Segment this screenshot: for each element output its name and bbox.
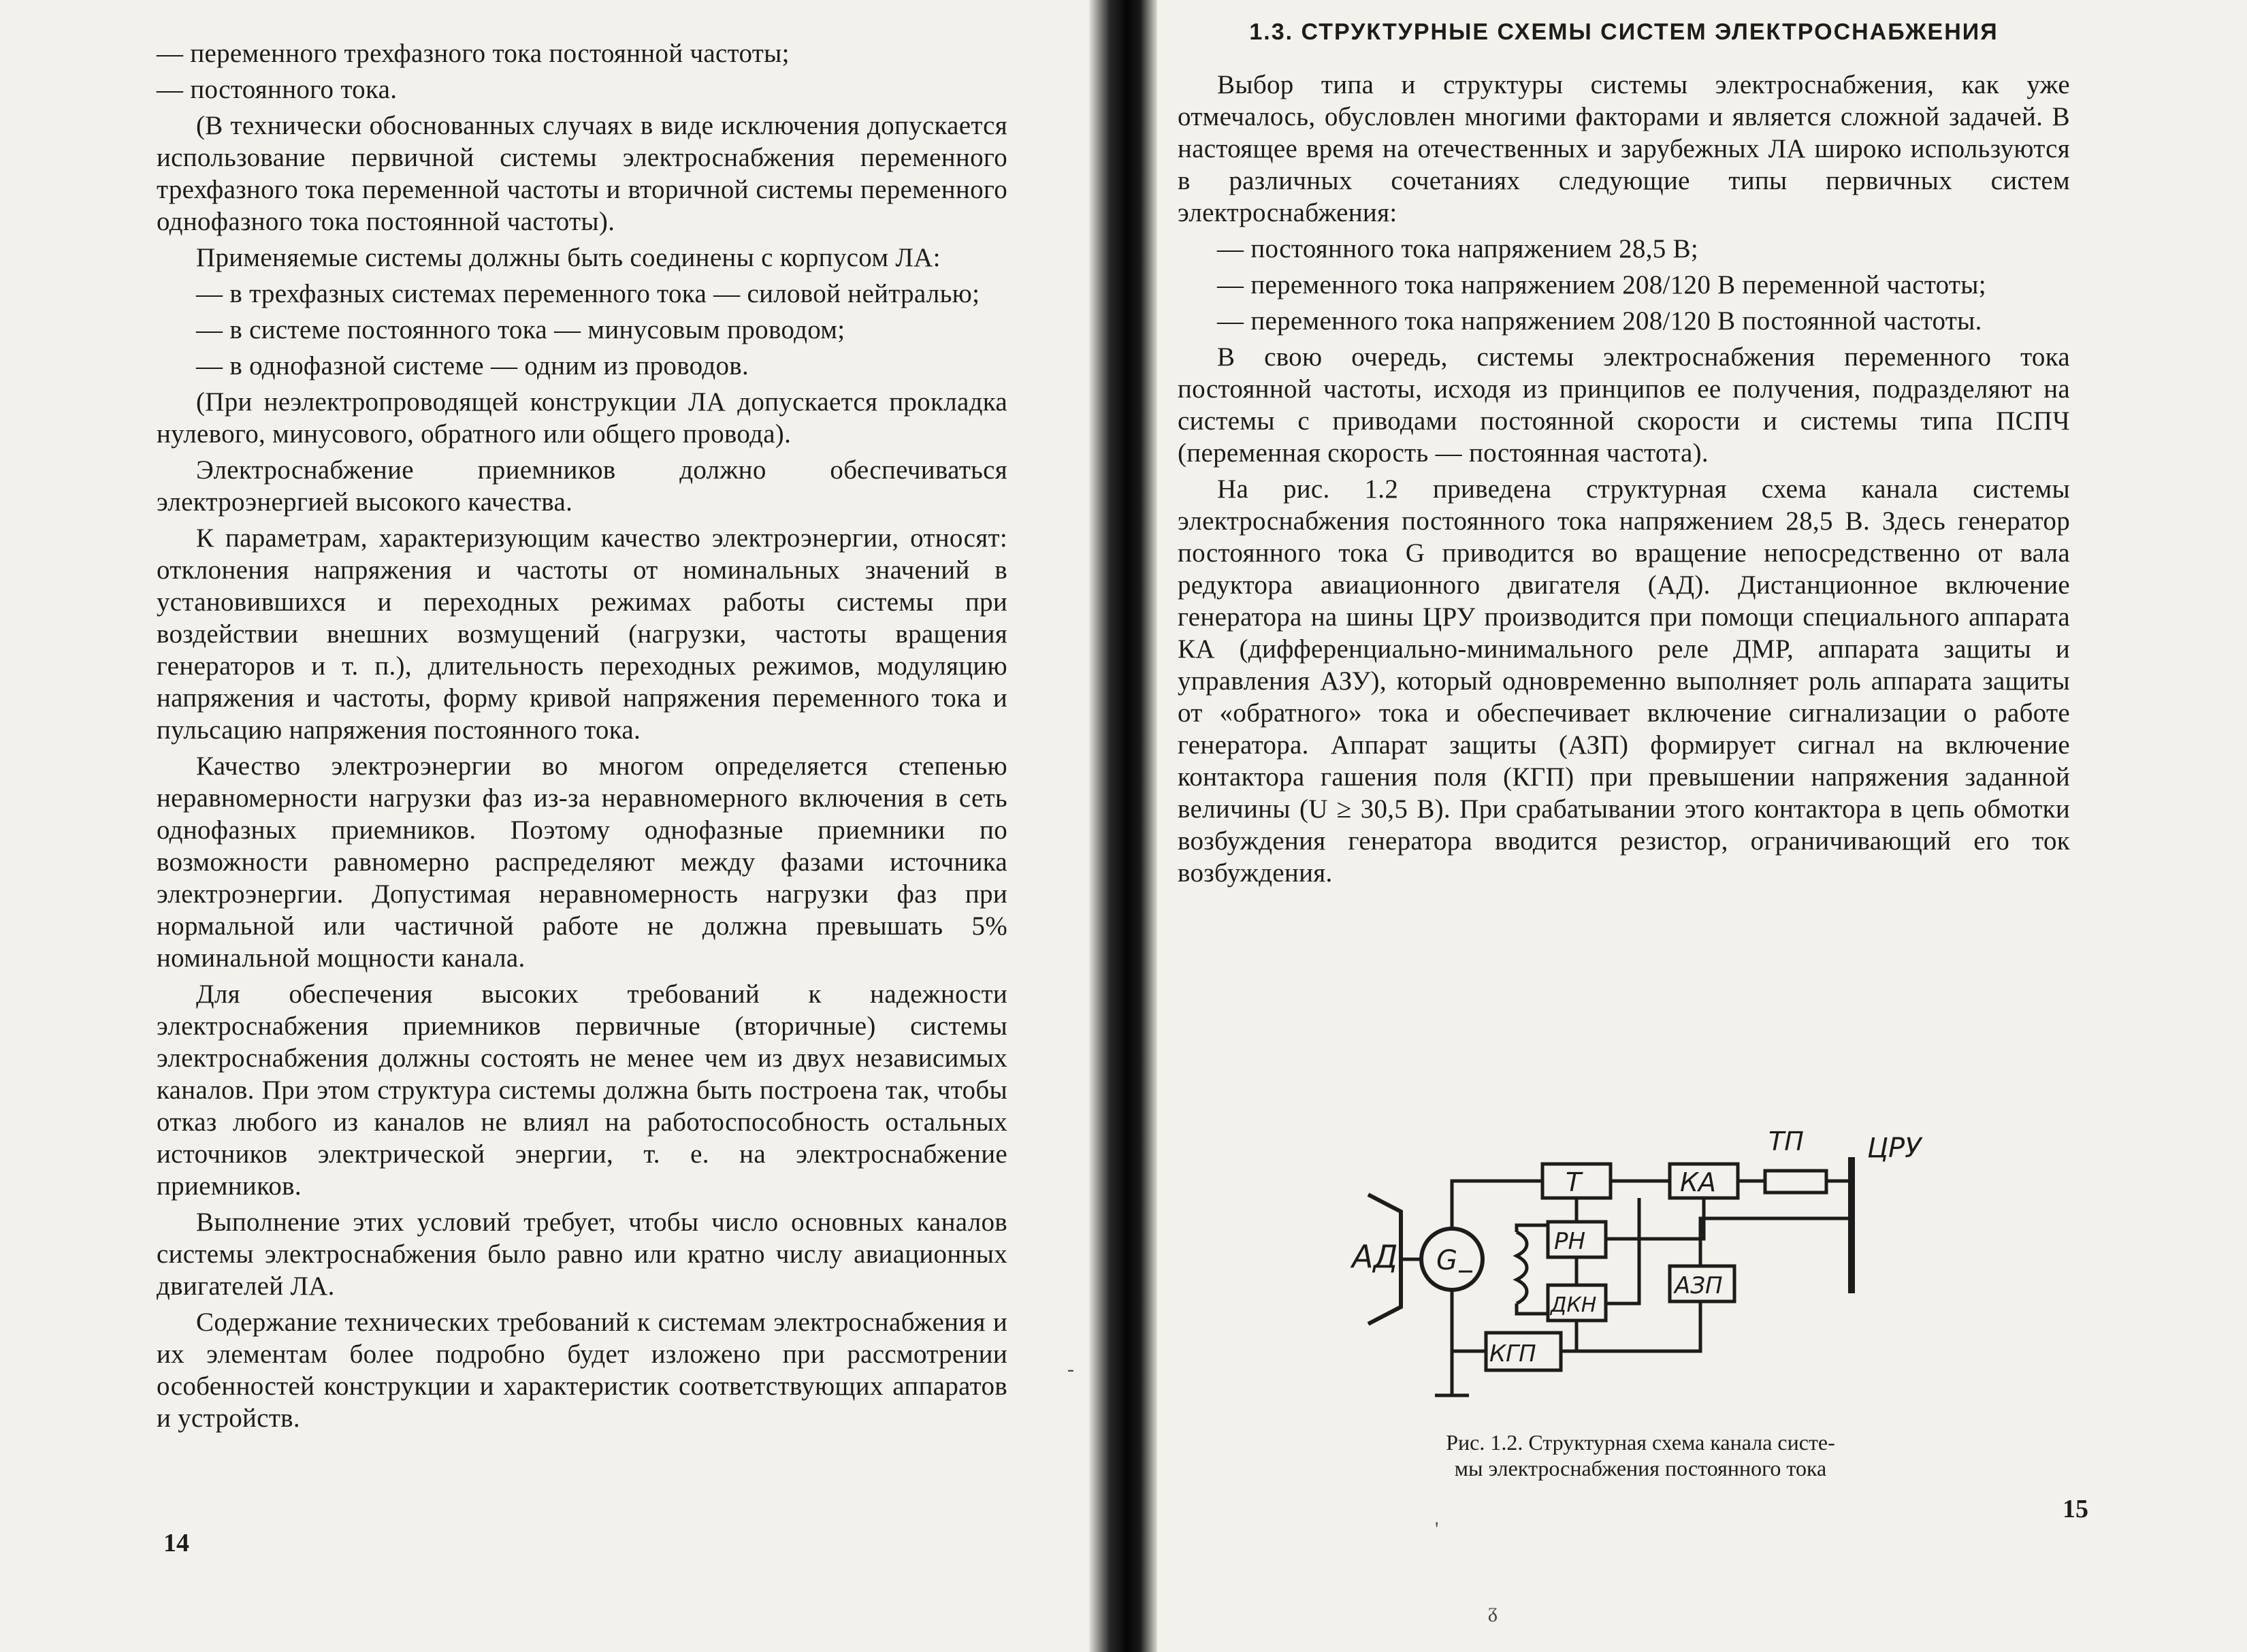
field-winding [1517, 1232, 1527, 1303]
caption-line: Рис. 1.2. Структурная схема канала систе- [1446, 1430, 1835, 1455]
fuse-tp-label: ТП [1768, 1127, 1804, 1156]
paragraph: (При неэлектропроводящей конструкции ЛА допускается прокладка нулевого, минусового, обратного или общего провода). [157, 387, 1007, 449]
wire-kgp-dkn [1561, 1321, 1577, 1351]
structural-scheme-figure [1352, 1116, 2041, 1416]
paragraph: К параметрам, характеризующим качество электроэнергии, относят: отклонения напряжения и частоты от номинальных значений в установившихся и переходных режимах работы системы при воздействии внешних возмущений (нагрузки, частоты вращения генераторов и т. п.), длительность переходных режимов, модуляцию напряжения и частоты, форму кривой напряжения переменного тока и пульсацию напряжения постоянного тока. [157, 523, 1007, 745]
wire-gen-kgp [1452, 1290, 1486, 1351]
wire-ka-dkn [1606, 1198, 1639, 1303]
block-dkn-label: ДКН [1551, 1293, 1597, 1317]
paragraph: — постоянного тока напряжением 28,5 В; [1217, 234, 1699, 263]
page-number-right: 15 [2063, 1495, 2088, 1523]
paragraph: Содержание технических требований к системам электроснабжения и их элементам более подробно будет изложено при рассмотрении особенностей конструкции и характеристик соответствующих аппаратов и устройств. [157, 1308, 1007, 1433]
block-rn-label: РН [1554, 1228, 1586, 1255]
block-t-label: Т [1566, 1167, 1582, 1197]
paragraph: Качество электроэнергии во многом определяется степенью неравномерности нагрузки фаз из-за неравномерного включения в сеть однофазных приемников. Поэтому однофазные приемники по возможности равномерно распределяют между фазами источника электроэнергии. Допустимая неравномерность нагрузки фаз при нормальной или частичной работе не должна превышать 5% номинальной мощности канала. [157, 751, 1007, 973]
paragraph: Выбор типа и структуры системы электроснабжения, как уже отмечалось, обусловлен многими факторами и является сложной задачей. В настоящее время на отечественных и зарубежных ЛА широко используются в различных сочетаниях следующие типы первичных систем электроснабжения: [1178, 70, 2070, 227]
paragraph: Выполнение этих условий требует, чтобы число основных каналов системы электроснабжения было равно или кратно числу авиационных двигателей ЛА. [157, 1208, 1007, 1301]
page-number-left: 14 [163, 1529, 189, 1557]
paragraph: На рис. 1.2 приведена структурная схема канала системы электроснабжения постоянного тока напряжением 28,5 В. Здесь генератор постоянного тока G приводится во вращение непосредственно от вала редуктора авиационного двигателя (АД). Дистанционное включение генератора на шины ЦРУ производится при помощи специального аппарата КА (дифференциально-минимального реле ДМР, аппарата защиты и управления АЗУ), который одновременно выполняет роль аппарата защиты от «обратного» тока и обеспечивает включение сигнализации о работе генератора. Аппарат защиты (АЗП) формирует сигнал на включение контактора гашения поля (КГП) при превышении напряжения заданной величины (U ≥ 30,5 В). При срабатывании этого контактора в цепь обмотки возбуждения генератора вводится резистор, ограничивающий его ток возбуждения. [1178, 474, 2070, 888]
paragraph: — постоянного тока. [157, 75, 398, 104]
ground-wire [1435, 1351, 1469, 1395]
paragraph: — переменного тока напряжением 208/120 В переменной частоты; [1217, 270, 1986, 299]
left-page-text [157, 37, 1007, 1434]
paragraph: Электроснабжение приемников должно обеспечиваться электроэнергией высокого качества. [157, 455, 1007, 517]
paragraph: В свою очередь, системы электроснабжения переменного тока постоянной частоты, исходя из принципов ее получения, подразделяют на системы с приводами постоянной скорости и системы типа ПСПЧ (переменная скорость — постоянная частота). [1178, 342, 2070, 468]
wire-winding-bottom [1517, 1303, 1548, 1314]
block-kgp-label: КГП [1489, 1340, 1536, 1367]
block-ka-label: КА [1680, 1167, 1716, 1197]
right-page-text [1178, 69, 2070, 889]
paragraph: — переменного трехфазного тока постоянной частоты; [157, 39, 790, 68]
wire-bus-azp [1700, 1218, 1852, 1266]
scan-speck: ' [1435, 1518, 1439, 1540]
paragraph: — в системе постоянного тока — минусовым проводом; [196, 315, 845, 344]
wire-ka-rn [1606, 1198, 1704, 1239]
block-azp-label: АЗП [1675, 1272, 1723, 1299]
top-bus-wire [1452, 1181, 1542, 1229]
wire-winding-top [1517, 1225, 1548, 1232]
scan-speck: ᵹ [1488, 1600, 1498, 1622]
caption-line: мы электроснабжения постоянного тока [1454, 1456, 1827, 1480]
section-heading: 1.3. СТРУКТУРНЫЕ СХЕМЫ СИСТЕМ ЭЛЕКТРОСНАБЖЕНИЯ [1249, 19, 1999, 45]
paragraph: — в однофазной системе — одним из проводов. [196, 351, 749, 380]
scan-speck: - [1067, 1358, 1074, 1380]
generator-label: G [1436, 1245, 1457, 1276]
engine-label: АД [1352, 1238, 1398, 1275]
fuse-tp [1765, 1171, 1826, 1193]
paragraph: — в трехфазных системах переменного тока — силовой нейтралью; [196, 279, 980, 308]
book-gutter [1089, 0, 1157, 1652]
cru-label: ЦРУ [1867, 1133, 1922, 1164]
figure-caption [1382, 1429, 1899, 1481]
scheme-diagram [1352, 1116, 2041, 1416]
paragraph: Для обеспечения высоких требований к надежности электроснабжения приемников первичные (вторичные) системы электроснабжения должны состоять не менее чем из двух независимых каналов. При этом структура системы должна быть построена так, чтобы отказ любого из каналов не влиял на работоспособность остальных источников электрической энергии, т. е. на электроснабжение приемников. [157, 979, 1007, 1201]
paragraph: — переменного тока напряжением 208/120 В постоянной частоты. [1217, 306, 1982, 336]
paragraph: Применяемые системы должны быть соединены с корпусом ЛА: [196, 243, 941, 272]
paragraph: (В технически обоснованных случаях в виде исключения допускается использование первичной системы электроснабжения переменного трехфазного тока переменной частоты и вторичной системы переменного однофазного тока постоянной частоты). [157, 111, 1007, 236]
left-page [0, 0, 1089, 1652]
